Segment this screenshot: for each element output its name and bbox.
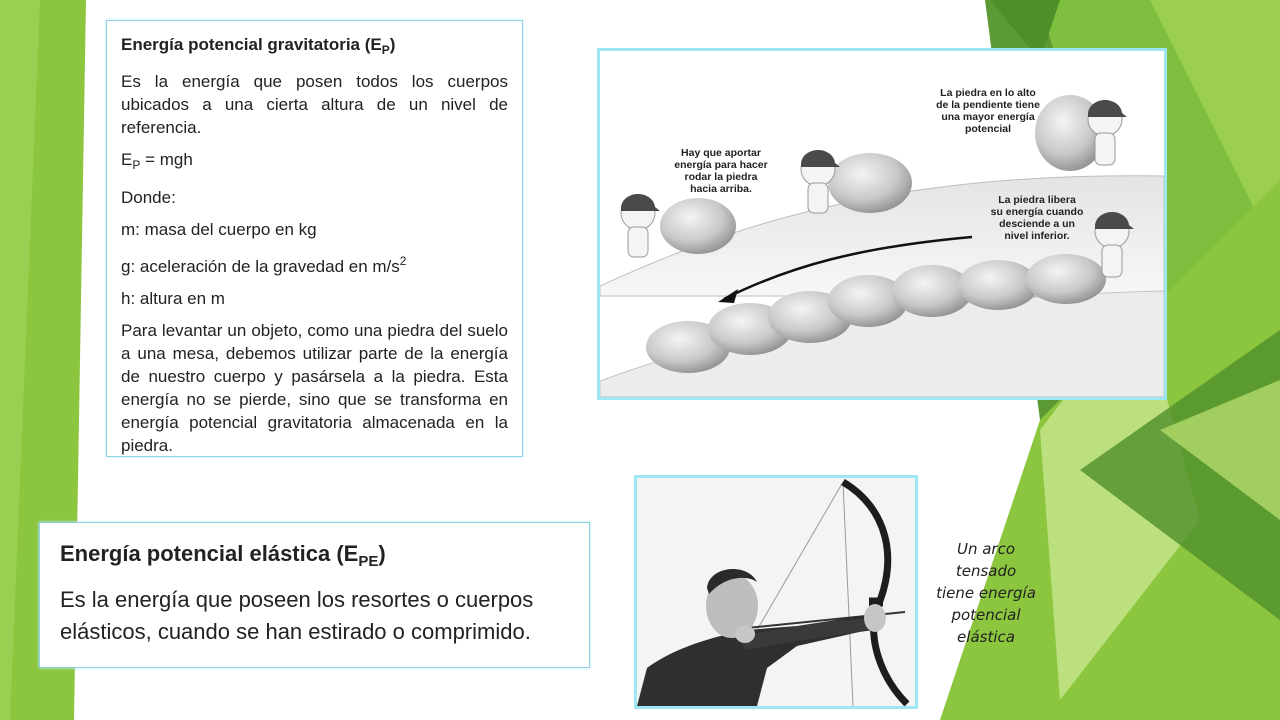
caption-release: La piedra libera su energía cuando desciende a un nivel inferior.	[990, 194, 1084, 242]
elastic-title: Energía potencial elástica $(E_{PE})$	[60, 541, 386, 570]
gravitational-formula: $E_P$ = mgh	[121, 150, 193, 172]
gravitational-definition: Es la energía que posen todos los cuerpos ubicados a una cierta altura de un nivel de referencia.	[121, 72, 508, 137]
gravity-definition: g: aceleración de la gravedad en $m/s^2$	[121, 254, 407, 276]
mass-definition: m: masa del cuerpo en kg	[121, 220, 317, 239]
gravitational-title: Energía potencial gravitatoria $(E_P)$	[121, 35, 396, 57]
gravitational-paragraph: Para levantar un objeto, como una piedra del suelo a una mesa, debemos utilizar parte de la energía de nuestro cuerpo y pasársela a la piedra. Esta energía no se pierde, sino que se transforma en energía potencial gravitatoria almacenada en la piedra.	[121, 321, 508, 455]
donde-label: Donde:	[121, 188, 176, 207]
archer-drawing	[637, 478, 915, 706]
caption-push: Hay que aportar energía para hacer rodar la piedra hacia arriba.	[674, 147, 768, 195]
archer-photo	[634, 475, 918, 709]
gravitational-energy-box	[106, 20, 523, 457]
elastic-definition: Es la energía que poseen los resortes o cuerpos elásticos, cuando se han estirado o comprimido.	[60, 587, 534, 644]
caption-top: La piedra en lo alto de la pendiente tiene una mayor energía potencial	[936, 87, 1040, 135]
height-definition: h: altura en m	[121, 289, 225, 308]
elastic-energy-box	[39, 522, 590, 668]
stones-slope-illustration	[597, 48, 1167, 400]
bow-caption: Un arco tensado tiene energía potencial elástica	[936, 540, 1036, 646]
